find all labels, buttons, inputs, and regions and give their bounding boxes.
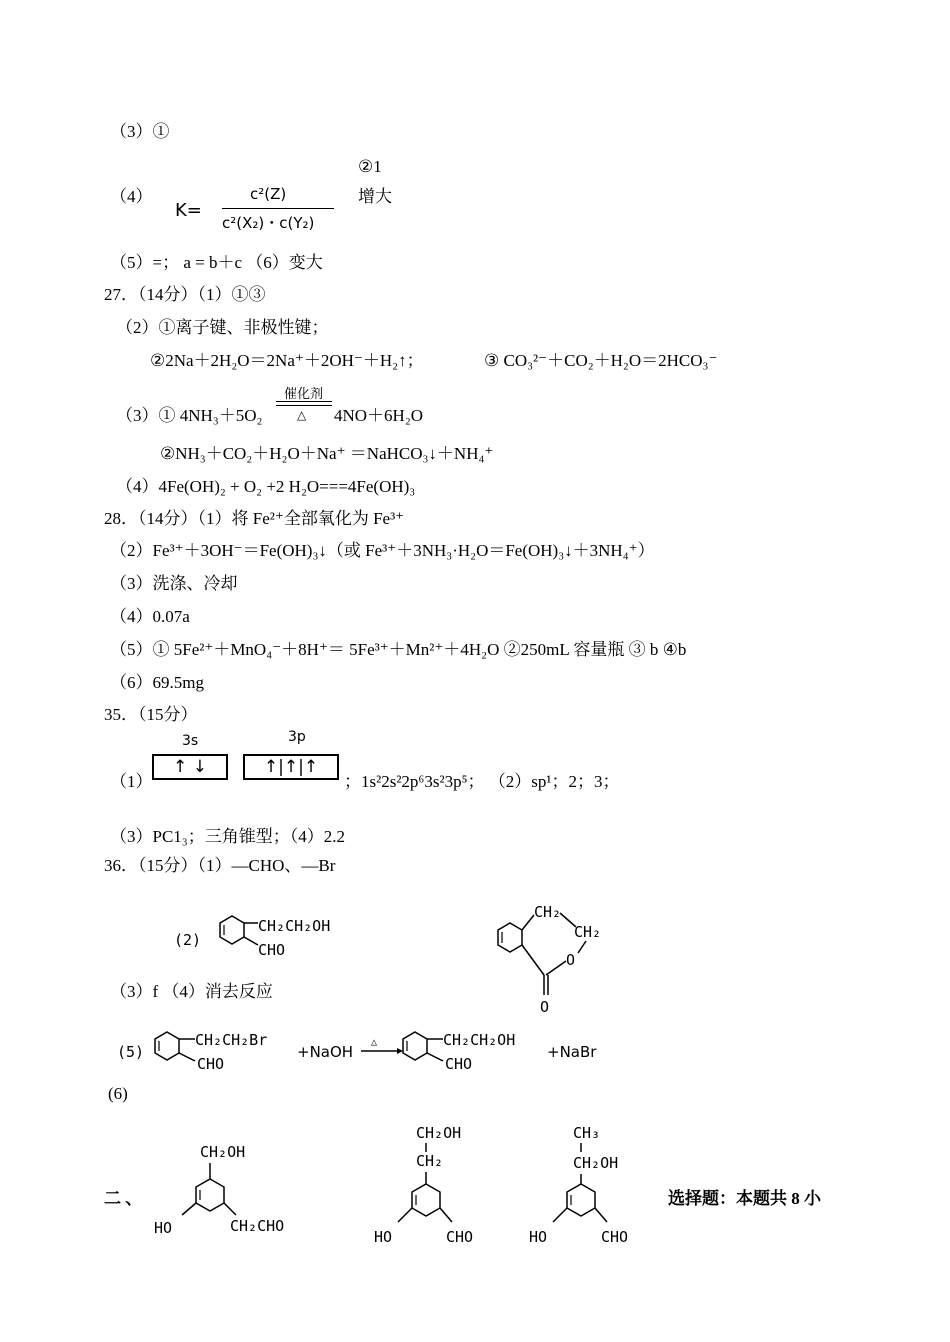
isomer-c-right: CHO — [601, 1228, 629, 1246]
reactant-sub1: CH₂CH₂Br — [195, 1031, 268, 1049]
answer-4-label: （4） — [110, 187, 153, 206]
q27-part2b: ②2Na＋2H₂O＝2Na⁺＋2OH⁻＋H₂↑； — [150, 351, 424, 370]
isomer-a-left: HO — [154, 1219, 173, 1237]
lactone-oxygen: O — [566, 951, 576, 969]
isomer-a — [150, 1135, 320, 1245]
reaction-5 — [115, 1025, 625, 1085]
q27-part4: （4）4Fe(OH)₂ + O₂ +2 H₂O===4Fe(OH)₃ — [116, 477, 416, 496]
product-nabr: +NaBr — [547, 1043, 597, 1061]
isomer-b-left: HO — [374, 1228, 393, 1246]
isomer-c-top2: CH₂OH — [573, 1154, 619, 1172]
orbital-3s-box: ↑ ↓ — [152, 754, 228, 780]
answer-4-trend: 增大 — [358, 187, 392, 206]
heat-symbol: △ — [297, 408, 307, 422]
orbital-3s-label: 3s — [182, 733, 199, 749]
product-sub2: CHO — [445, 1055, 473, 1073]
isomer-c — [525, 1118, 655, 1253]
structure-2-label: (2) — [174, 931, 202, 949]
k-symbol: K= — [175, 200, 202, 221]
orbital-3p-label: 3p — [288, 729, 306, 745]
q27-part3a: （3）① 4NH₃＋5O₂ — [116, 406, 263, 425]
reactant-sub2: CHO — [197, 1055, 225, 1073]
orbital-3p-box: ↑|↑|↑ — [243, 754, 339, 780]
question-36: 36．（15分）（1）—CHO、—Br — [104, 856, 336, 875]
q35-part3: （3）PC1₃；三角锥型；（4）2.2 — [110, 827, 345, 846]
isomer-b-top2: CH₂ — [416, 1152, 444, 1170]
reaction-condition: △ — [371, 1037, 378, 1048]
product-sub1: CH₂CH₂OH — [443, 1031, 516, 1049]
lactone-structure — [490, 895, 620, 1020]
isomer-c-top1: CH₃ — [573, 1124, 601, 1142]
question-28: 28．（14分）（1）将 Fe²⁺全部氧化为 Fe³⁺ — [104, 509, 405, 528]
isomer-c-left: HO — [529, 1228, 548, 1246]
section-two-title: 选择题：本题共 8 小 — [668, 1189, 821, 1208]
q27-part3b: ②NH₃＋CO₂＋H₂O＋Na⁺ ＝NaHCO₃↓＋NH₄⁺ — [160, 444, 494, 463]
isomer-a-right: CH₂CHO — [230, 1217, 285, 1235]
k-denominator: c²(X₂)・c(Y₂) — [222, 214, 315, 232]
reaction-5-label: (5) — [117, 1043, 145, 1061]
answer-3-2: ②1 — [358, 157, 382, 176]
reactant-naoh: +NaOH — [297, 1043, 354, 1061]
lactone-carbonyl-o: O — [540, 998, 550, 1016]
q27-part3a-product: 4NO＋6H₂O — [334, 406, 424, 425]
q35-part1-label: （1） — [110, 772, 153, 791]
q36-part3-4: （3）f （4）消去反应 — [110, 982, 273, 1001]
answer-3-1: （3）① — [110, 122, 170, 141]
question-27: 27．（14分）（1）①③ — [104, 285, 266, 304]
isomer-b — [370, 1118, 520, 1253]
equal-bar-top — [276, 401, 332, 402]
q36-part6-label: (6) — [108, 1084, 128, 1103]
fraction-bar — [222, 208, 334, 209]
isomer-a-top: CH₂OH — [200, 1143, 246, 1161]
question-35: 35．（15分） — [104, 705, 198, 724]
section-two-heading: 二 、 — [104, 1189, 143, 1208]
lactone-ch2-b: CH₂ — [574, 923, 602, 941]
catalyst-label: 催化剂 — [284, 386, 324, 401]
lactone-ch2-a: CH₂ — [534, 903, 562, 921]
q28-part5: （5）① 5Fe²⁺＋MnO₄⁻＋8H⁺＝ 5Fe³⁺＋Mn²⁺＋4H₂O ②250mL 容量瓶 ③ b ④b — [110, 640, 687, 659]
isomer-b-right: CHO — [446, 1228, 474, 1246]
q35-part1-config: ；1s²2s²2p⁶3s²3p⁵； （2）sp¹；2；3； — [344, 772, 620, 791]
structure-2-sub2: CHO — [258, 941, 286, 959]
structure-2 — [170, 905, 370, 965]
answer-5-6: （5）=； a = b＋c （6）变大 — [110, 253, 323, 272]
q28-part3: （3）洗涤、冷却 — [110, 574, 238, 593]
k-numerator: c²(Z) — [250, 185, 287, 203]
q28-part6: （6）69.5mg — [110, 673, 204, 692]
q27-part2c: ③ CO₃²⁻＋CO₂＋H₂O＝2HCO₃⁻ — [484, 351, 718, 370]
q28-part4: （4）0.07a — [110, 607, 190, 626]
structure-2-sub1: CH₂CH₂OH — [258, 917, 331, 935]
q27-part2: （2）①离子键、非极性键； — [116, 318, 329, 337]
isomer-b-top1: CH₂OH — [416, 1124, 462, 1142]
q28-part2: （2）Fe³⁺＋3OH⁻＝Fe(OH)₃↓（或 Fe³⁺＋3NH₃·H₂O＝Fe(OH)₃↓＋3NH₄⁺） — [110, 541, 655, 560]
